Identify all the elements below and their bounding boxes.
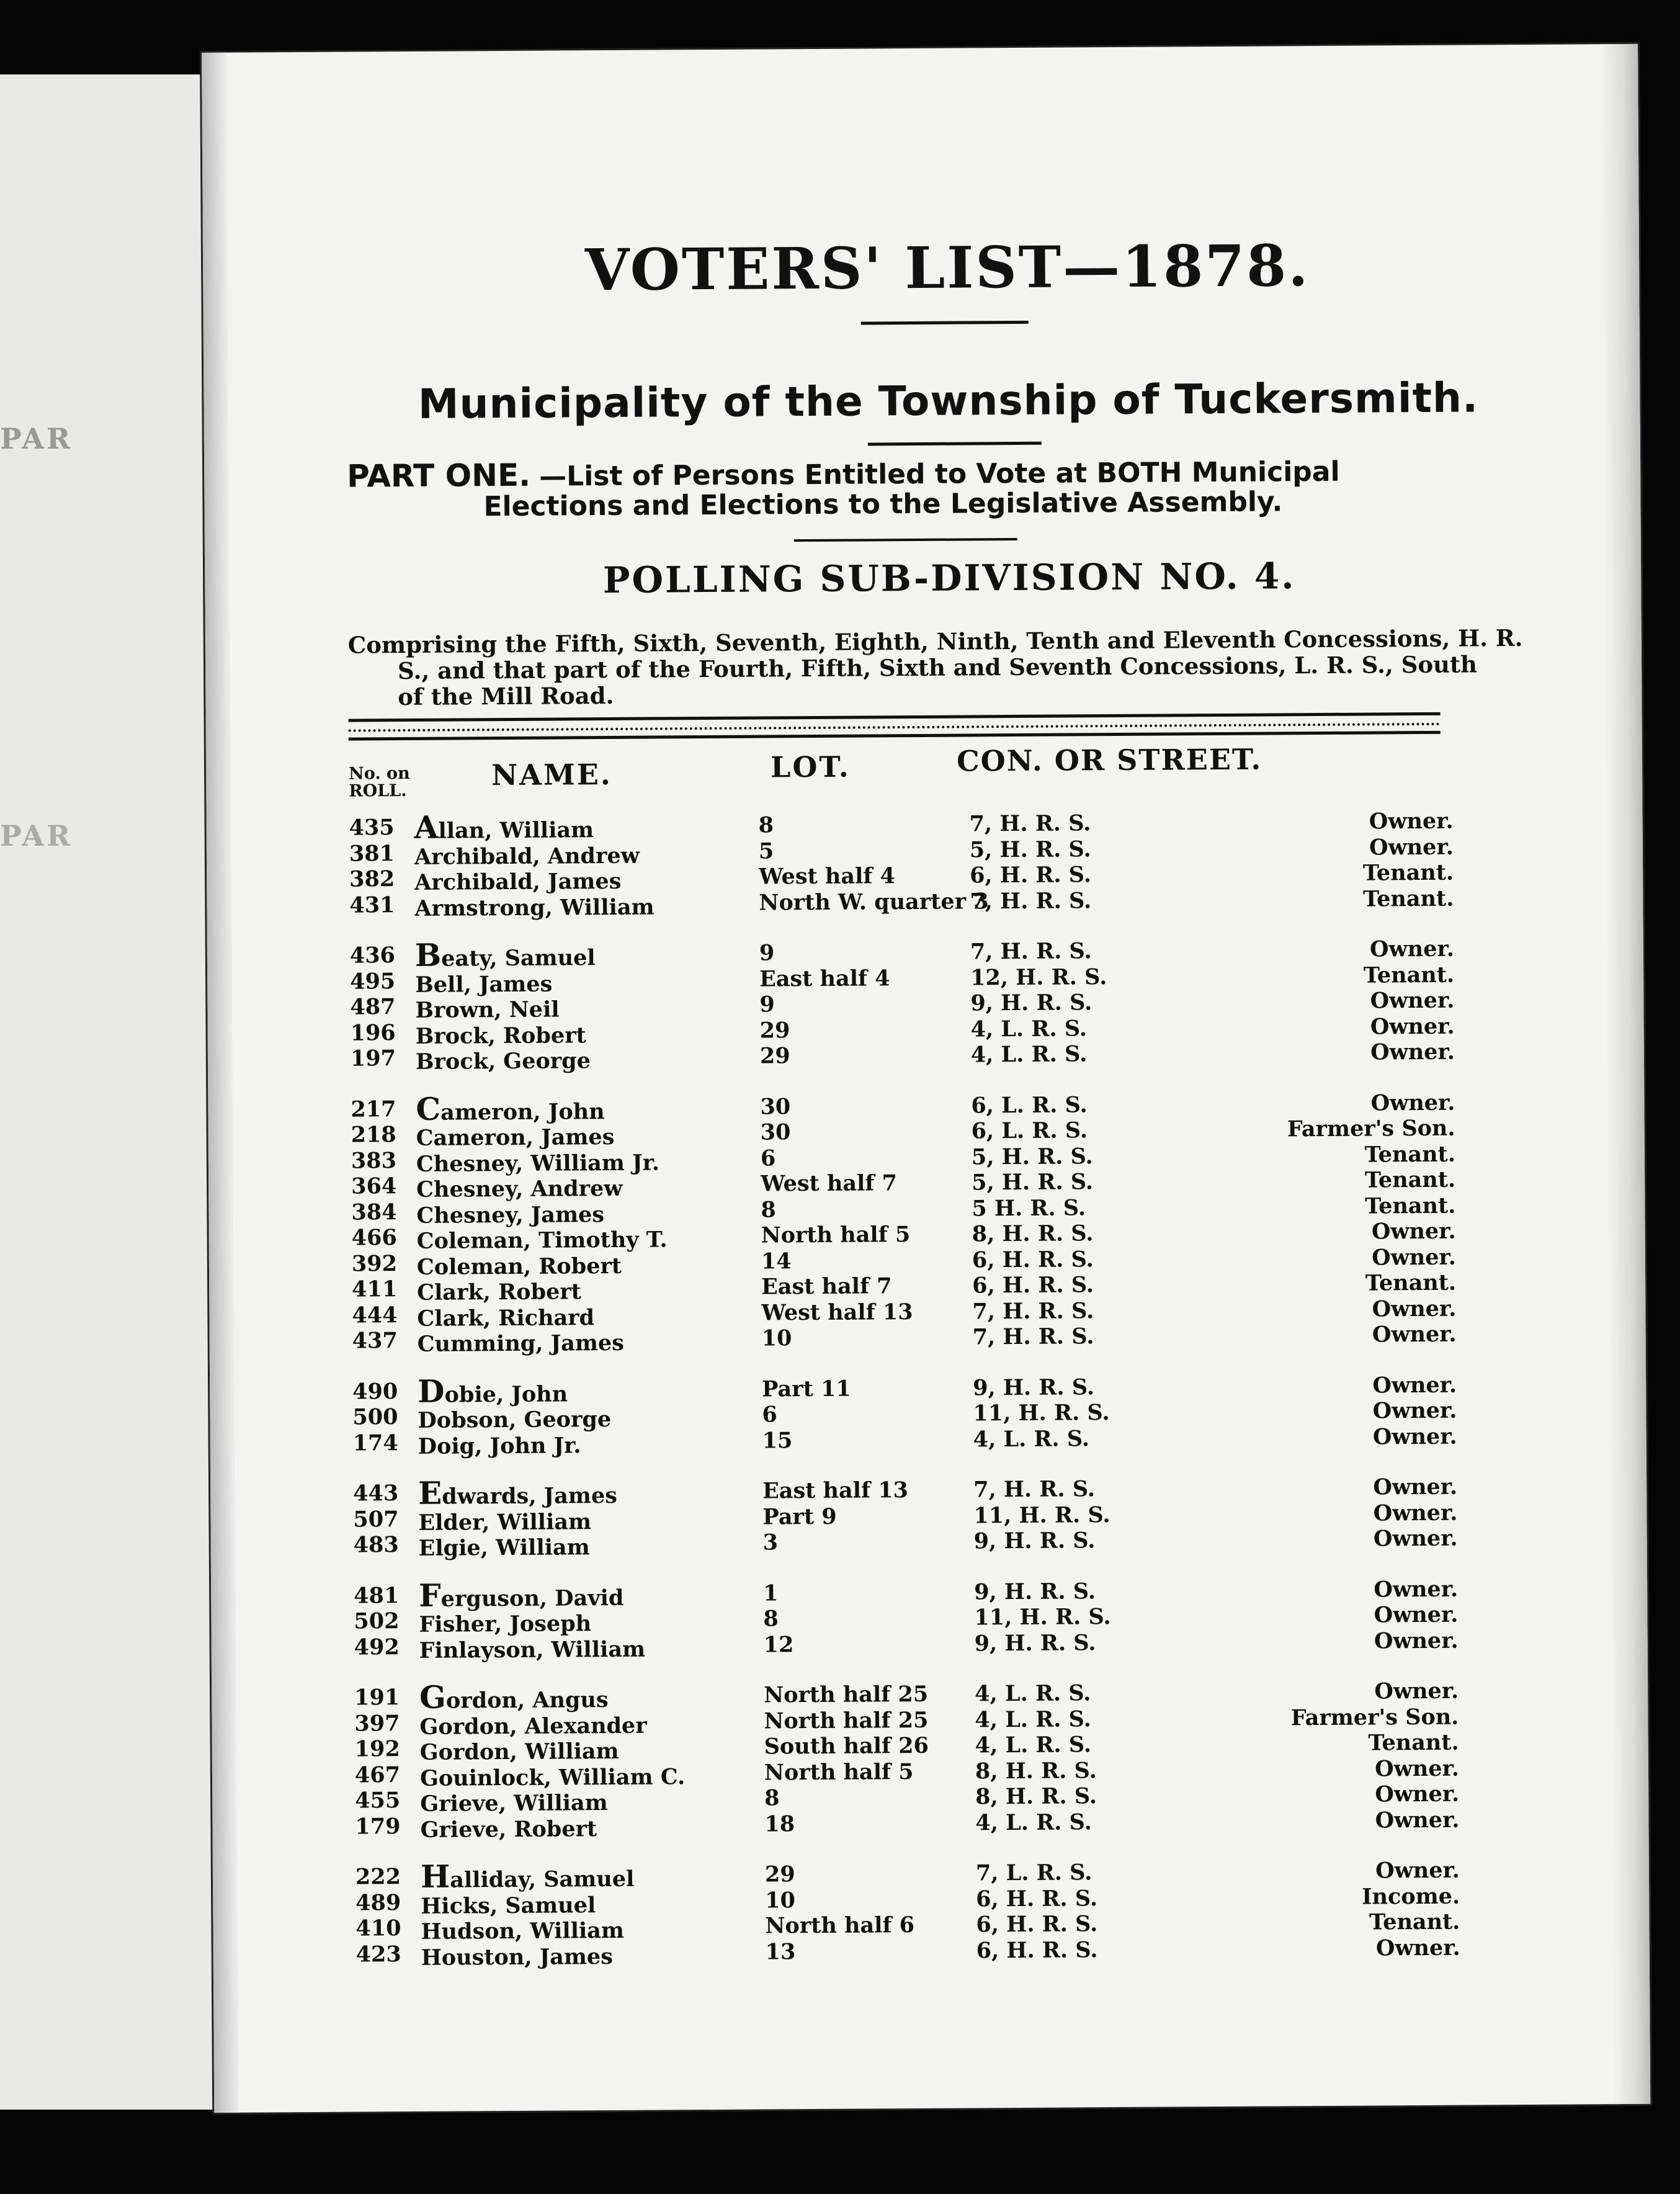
name-text: Archibald, Andrew [414, 843, 640, 870]
name-text: Cumming, James [417, 1330, 625, 1357]
lot-cell: 30 [760, 1119, 791, 1145]
lot-cell: 30 [760, 1093, 791, 1120]
roll-number: 179 [355, 1813, 401, 1840]
status-cell: Owner. [1373, 1500, 1458, 1526]
status-cell: Owner. [1372, 1244, 1457, 1271]
roll-number: 364 [351, 1173, 397, 1199]
lot-cell: West half 7 [761, 1170, 898, 1197]
comprising-text [348, 625, 1552, 710]
comprising-line-3: of the Mill Road. [398, 681, 614, 711]
status-cell: Tenant. [1363, 962, 1455, 988]
concession-cell: 6, H. R. S. [976, 1885, 1098, 1912]
comprising-line-2: S., and that part of the Fourth, Fifth, Sixth and Seventh Concessions, L. R. S., South [397, 650, 1478, 685]
status-cell: Owner. [1370, 1039, 1455, 1065]
status-cell: Tenant. [1365, 1193, 1456, 1219]
concession-cell: 4, L. R. S. [975, 1732, 1092, 1758]
voter-name [419, 1632, 646, 1663]
lot-cell: East half 13 [762, 1477, 909, 1504]
voter-name [421, 1940, 613, 1971]
status-cell: Owner. [1374, 1576, 1459, 1603]
voter-name [420, 1812, 597, 1843]
header-roll-number: No. on ROLL. [349, 763, 410, 801]
concession-cell: 8, H. R. S. [975, 1757, 1097, 1784]
roll-number: 500 [352, 1404, 398, 1430]
name-initial: C [416, 1090, 441, 1127]
concession-cell: 12, H. R. S. [970, 964, 1107, 990]
roll-number: 423 [355, 1941, 401, 1968]
concession-cell: 6, H. R. S. [976, 1911, 1098, 1938]
concession-cell: 8, H. R. S. [975, 1783, 1097, 1810]
status-cell: Owner. [1371, 1218, 1456, 1245]
roll-number: 487 [350, 994, 396, 1020]
comprising-line-1: Comprising the Fifth, Sixth, Seventh, Eighth, Ninth, Tenth and Eleventh Concessions, H. R. [347, 624, 1523, 659]
status-cell: Owner. [1373, 1525, 1458, 1552]
divider-top [349, 712, 1441, 722]
name-initial: D [418, 1372, 445, 1410]
status-cell: Owner. [1374, 1678, 1459, 1704]
roll-number: 382 [349, 866, 395, 892]
roll-number: 222 [355, 1864, 401, 1890]
lot-cell: East half 7 [761, 1273, 892, 1300]
roll-number: 217 [351, 1096, 396, 1122]
concession-cell: 8, H. R. S. [972, 1220, 1094, 1247]
header-lot: LOT. [770, 750, 851, 784]
roll-number: 197 [350, 1046, 396, 1072]
status-cell: Owner. [1370, 1090, 1455, 1116]
concession-cell: 7, L. R. S. [975, 1860, 1092, 1886]
concession-cell: 11, H. R. S. [974, 1604, 1111, 1631]
status-cell: Tenant. [1368, 1729, 1459, 1756]
status-cell: Owner. [1369, 808, 1454, 835]
name-text: Houston, James [421, 1943, 614, 1971]
voter-name [416, 1044, 591, 1075]
status-cell: Owner. [1374, 1601, 1459, 1628]
name-text: Dobson, George [418, 1407, 612, 1433]
roll-number: 436 [349, 943, 396, 969]
status-cell: Owner. [1370, 987, 1455, 1014]
name-text: Chesney, William Jr. [416, 1150, 660, 1177]
name-text: Elgie, William [418, 1534, 590, 1561]
lot-cell: 14 [761, 1248, 792, 1274]
roll-number: 431 [349, 892, 395, 918]
concession-cell: 4, L. R. S. [973, 1425, 1090, 1452]
voter-name [418, 1429, 581, 1460]
lot-cell: 10 [765, 1887, 796, 1914]
facing-page [0, 74, 226, 2110]
name-text: llan, William [438, 817, 594, 844]
concession-cell: 9, H. R. S. [973, 1374, 1095, 1400]
name-text: Archibald, James [414, 868, 622, 895]
page-content [344, 45, 1548, 1971]
status-cell: Owner. [1369, 936, 1454, 962]
roll-number: 435 [349, 815, 395, 841]
facing-page-header-2: PAR [0, 819, 73, 853]
status-cell: Income. [1362, 1883, 1460, 1910]
concession-cell: 7, H. R. S. [972, 1297, 1094, 1324]
roll-number: 489 [355, 1889, 401, 1916]
roll-number: 466 [351, 1225, 397, 1251]
status-cell: Owner. [1372, 1372, 1457, 1399]
roll-number: 392 [351, 1250, 398, 1277]
divider-bottom [349, 731, 1441, 741]
name-text: dwards, James [442, 1482, 617, 1510]
lot-cell: North half 5 [761, 1222, 911, 1248]
roll-number: 174 [352, 1430, 398, 1456]
name-text: ameron, John [440, 1098, 605, 1126]
status-cell: Owner. [1369, 834, 1454, 861]
lot-cell: North half 25 [764, 1707, 929, 1734]
status-cell: Tenant. [1369, 1909, 1460, 1935]
concession-cell: 9, H. R. S. [970, 990, 1092, 1016]
name-text: Gordon, Alexander [419, 1713, 647, 1740]
name-text: Bell, James [415, 971, 553, 998]
status-cell: Tenant. [1364, 1141, 1456, 1168]
lot-cell: Part 9 [762, 1503, 837, 1530]
roll-number: 483 [353, 1532, 399, 1558]
concession-cell: 4, L. R. S. [975, 1706, 1091, 1732]
lot-cell: 9 [759, 992, 775, 1018]
roll-number: 218 [351, 1122, 396, 1148]
title-rule [861, 321, 1029, 325]
lot-cell: 29 [759, 1043, 790, 1069]
divider-dots [349, 723, 1441, 732]
status-cell: Tenant. [1364, 1166, 1456, 1193]
name-text: Grieve, William [420, 1790, 608, 1817]
status-cell: Owner. [1375, 1935, 1460, 1961]
roll-number: 490 [352, 1378, 398, 1405]
roll-number: 481 [354, 1582, 400, 1609]
concession-cell: 5, H. R. S. [971, 1143, 1093, 1170]
status-cell: Owner. [1372, 1296, 1457, 1322]
lot-cell: North half 25 [764, 1681, 929, 1708]
voter-name [418, 1327, 624, 1358]
status-cell: Farmer's Son. [1287, 1115, 1455, 1142]
status-cell: Owner. [1372, 1321, 1457, 1348]
roll-number: 443 [353, 1480, 399, 1507]
roll-number: 411 [352, 1276, 398, 1302]
polling-subdivision: POLLING SUB-DIVISION NO. 4. [602, 555, 1296, 602]
name-text: Elder, William [418, 1508, 592, 1536]
lot-cell: 8 [763, 1606, 779, 1632]
name-text: Chesney, James [416, 1201, 605, 1229]
name-text: erguson, David [440, 1585, 624, 1612]
name-text: Grieve, Robert [420, 1816, 597, 1843]
status-cell: Owner. [1375, 1781, 1460, 1807]
concession-cell: 6, L. R. S. [971, 1091, 1088, 1118]
concession-cell: 6, H. R. S. [976, 1937, 1098, 1963]
part-label: PART ONE. [346, 457, 531, 495]
name-text: Finlayson, William [419, 1636, 646, 1663]
status-cell: Owner. [1375, 1807, 1460, 1833]
concession-cell: 6, H. R. S. [969, 862, 1092, 889]
voters-list [349, 808, 1553, 1971]
name-text: eaty, Samuel [441, 945, 596, 972]
roll-number: 467 [354, 1762, 401, 1788]
facing-page-header: PAR [0, 422, 73, 455]
lot-cell: North half 5 [764, 1758, 914, 1786]
name-text: Coleman, Robert [416, 1253, 622, 1280]
status-cell: Owner. [1372, 1423, 1457, 1450]
concession-cell: 6, H. R. S. [972, 1272, 1094, 1299]
lot-cell: 15 [762, 1427, 793, 1454]
document-page [202, 44, 1650, 2113]
name-text: ordon, Angus [445, 1687, 609, 1714]
name-text: Doig, John Jr. [418, 1432, 581, 1459]
roll-number: 444 [352, 1302, 398, 1328]
roll-number: 455 [355, 1788, 401, 1814]
lot-cell: South half 26 [764, 1732, 929, 1760]
roll-number: 192 [354, 1736, 400, 1762]
name-text: Coleman, Timothy T. [416, 1227, 668, 1254]
lot-cell: 29 [759, 1017, 790, 1044]
name-initial: H [420, 1858, 450, 1895]
lot-cell: 8 [764, 1785, 780, 1811]
status-cell: Owner. [1373, 1474, 1458, 1500]
roll-number: 507 [353, 1506, 399, 1533]
name-text: Gordon, William [419, 1738, 619, 1765]
lot-cell: 13 [765, 1938, 796, 1965]
concession-cell: 4, L. R. S. [975, 1809, 1092, 1835]
part-heading [347, 454, 1551, 523]
concession-cell: 11, H. R. S. [973, 1400, 1110, 1426]
lot-cell: 8 [761, 1196, 776, 1223]
lot-cell: 29 [764, 1861, 795, 1887]
name-text: Hicks, Samuel [421, 1892, 596, 1919]
lot-cell: 18 [764, 1811, 795, 1837]
lot-cell: 1 [763, 1580, 779, 1606]
status-cell: Owner. [1375, 1857, 1460, 1884]
roll-number: 410 [355, 1915, 401, 1941]
roll-number: 196 [350, 1019, 396, 1046]
name-text: Chesney, Andrew [416, 1175, 623, 1202]
header-name: NAME. [491, 757, 613, 792]
concession-cell: 5, H. R. S. [972, 1169, 1094, 1196]
concession-cell: 7, H. R. S. [973, 1476, 1096, 1503]
name-text: Armstrong, William [414, 894, 655, 921]
status-cell: Owner. [1375, 1755, 1460, 1781]
roll-number: 495 [350, 968, 396, 995]
part-line-2: Elections and Elections to the Legislative Assembly. [483, 486, 1283, 523]
lot-cell: 8 [758, 812, 774, 838]
concession-cell: 4, L. R. S. [970, 1015, 1088, 1042]
roll-number: 383 [351, 1147, 397, 1174]
concession-cell: 9, H. R. S. [973, 1528, 1096, 1554]
lot-cell: North W. quarter 3 [759, 888, 989, 916]
lot-cell: 10 [761, 1325, 792, 1351]
lot-cell: 12 [763, 1631, 794, 1658]
lot-cell: Part 11 [762, 1376, 851, 1402]
name-initial: E [418, 1474, 442, 1511]
name-text: alliday, Samuel [450, 1866, 635, 1893]
name-text: Gouinlock, William C. [419, 1763, 686, 1791]
page-subtitle: Municipality of the Township of Tuckersmith. [418, 374, 1479, 428]
status-cell: Owner. [1372, 1397, 1457, 1424]
status-cell: Owner. [1370, 1013, 1455, 1040]
concession-cell: 4, L. R. S. [975, 1680, 1091, 1707]
name-text: Clark, Richard [417, 1304, 595, 1332]
page-title: VOTERS' LIST—1878. [584, 232, 1310, 304]
name-text: Fisher, Joseph [419, 1611, 592, 1637]
status-cell: Farmer's Son. [1290, 1704, 1459, 1731]
lot-cell: West half 4 [759, 863, 896, 890]
name-initial: B [414, 936, 442, 974]
lot-cell: 3 [762, 1529, 779, 1556]
concession-cell: 6, H. R. S. [972, 1246, 1094, 1273]
status-cell: Tenant. [1363, 885, 1454, 912]
concession-cell: 7, H. R. S. [972, 1323, 1094, 1350]
name-text: Hudson, William [421, 1917, 625, 1945]
name-initial: F [419, 1577, 441, 1614]
concession-cell: 6, L. R. S. [971, 1117, 1088, 1144]
part-line-1: —List of Persons Entitled to Vote at BOTH Municipal [539, 455, 1340, 493]
concession-cell: 9, H. R. S. [974, 1629, 1096, 1656]
concession-cell: 5, H. R. S. [969, 836, 1091, 862]
concession-cell: 11, H. R. S. [973, 1502, 1110, 1528]
status-cell: Tenant. [1365, 1269, 1457, 1296]
roll-number: 191 [354, 1685, 400, 1711]
name-text: Cameron, James [416, 1124, 615, 1151]
concession-cell: 7, H. R. S. [970, 938, 1092, 965]
status-cell: Owner. [1374, 1628, 1459, 1654]
lot-cell: 9 [759, 940, 775, 966]
concession-cell: 4, L. R. S. [970, 1041, 1088, 1068]
status-cell: Tenant. [1362, 859, 1454, 886]
voter-name [419, 1531, 590, 1562]
concession-cell: 5 H. R. S. [972, 1194, 1086, 1221]
roll-number: 384 [351, 1199, 397, 1225]
lot-cell: 5 [758, 838, 774, 864]
concession-cell: 7, H. R. S. [970, 887, 1092, 914]
concession-cell: 9, H. R. S. [974, 1578, 1096, 1605]
lot-cell: East half 4 [759, 965, 890, 992]
voter-name [414, 890, 654, 921]
name-text: obie, John [444, 1381, 568, 1408]
name-initial: G [419, 1678, 447, 1716]
lot-cell: 6 [760, 1145, 776, 1171]
name-text: Brock, Robert [415, 1022, 586, 1049]
lot-cell: West half 13 [761, 1299, 913, 1326]
header-concession: CON. OR STREET. [956, 742, 1262, 778]
part-rule [794, 538, 1017, 542]
roll-number: 437 [352, 1328, 398, 1354]
name-initial: A [414, 808, 439, 846]
roll-number: 381 [349, 840, 395, 867]
subtitle-rule [868, 442, 1042, 446]
roll-number: 492 [354, 1634, 400, 1660]
name-text: Brown, Neil [415, 996, 560, 1023]
lot-cell: 6 [762, 1402, 777, 1428]
lot-cell: North half 6 [765, 1912, 915, 1939]
name-text: Clark, Robert [417, 1279, 582, 1305]
roll-number: 397 [354, 1710, 400, 1737]
concession-cell: 7, H. R. S. [969, 810, 1091, 837]
roll-number: 502 [354, 1608, 400, 1634]
name-text: Brock, George [415, 1048, 591, 1075]
